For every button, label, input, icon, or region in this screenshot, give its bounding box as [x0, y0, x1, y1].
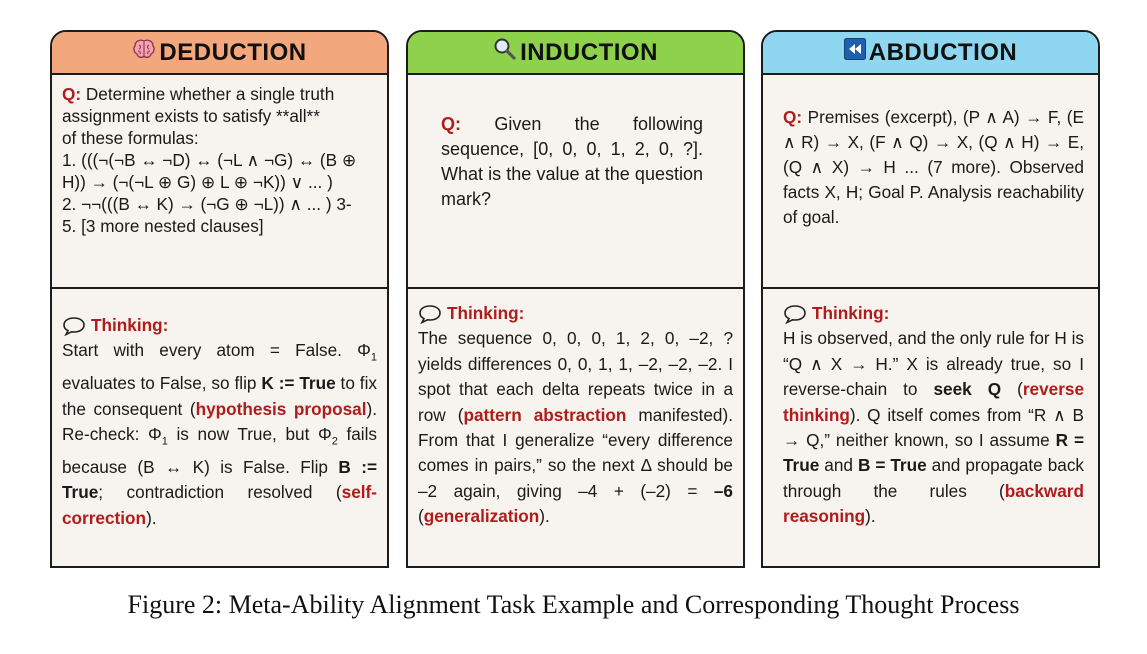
question-line: assignment exists to satisfy **all**: [62, 106, 320, 126]
thinking-label: Thinking:: [812, 303, 890, 323]
highlight-term: self-correction: [62, 482, 377, 528]
thinking-text: H is observed, and the only rule for H is “Q ∧ X → H.” X is already true, so I reverse-chain to seek Q (reverse thinking). Q itself comes from “R ∧ B → Q,” neither known, so I assume R = True and B = True and propagate back through the rules (backward reasoning).: [783, 328, 1085, 527]
abduction-title: ABDUCTION: [868, 38, 1018, 66]
deduction-question: [52, 75, 387, 289]
question-text: Premises (excerpt), (P ∧ A) → F, (E ∧ R) → X, (F ∧ Q) → X, (Q ∧ H) → E, (Q ∧ X) → H ... (7 more). Observed facts X, H; Goal P. Analysis reachability of goal.: [783, 107, 1084, 227]
thinking-label: Thinking:: [447, 303, 525, 323]
abduction-question: [763, 75, 1098, 289]
abduction-thinking: [763, 289, 1098, 530]
thinking-heading: [62, 313, 377, 338]
deduction-panel: [50, 30, 389, 568]
induction-title: INDUCTION: [520, 38, 658, 66]
highlight-term: hypothesis proposal: [195, 398, 367, 419]
abduction-panel: [761, 30, 1100, 568]
question-line: Determine whether a single truth: [85, 84, 335, 104]
q-label: Q:: [441, 114, 461, 134]
thinking-label: Thinking:: [91, 315, 169, 335]
question-line: H)) → (¬(¬L ⊕ G) ⊕ L ⊕ ¬K)) ∨ ... ): [62, 172, 333, 192]
question-line: of these formulas:: [62, 128, 199, 148]
induction-header: [408, 32, 743, 75]
question-line: 2. ¬¬(((B ↔ K) → (¬G ⊕ ¬L)) ∧ ... ) 3-: [62, 194, 352, 214]
figure-caption: Figure 2: Meta-Ability Alignment Task Example and Corresponding Thought Process: [127, 590, 1020, 619]
highlight-term: backward reasoning: [783, 480, 1084, 527]
highlight-term: reverse thinking: [783, 379, 1085, 425]
thinking-text: Start with every atom = False. $\Phi_1$ evaluates to False, so flip K := True to fix the consequent (hypothesis proposal). Re-check: $\Phi_1$ is now True, but $\Phi_2$ fails because (B ↔ K) is False. Flip B := True; contradiction resolved (self-correction).: [62, 340, 378, 528]
abduction-header: [763, 32, 1098, 75]
highlight-term: pattern abstraction: [463, 404, 627, 425]
brain-icon: [132, 38, 156, 67]
speech-bubble-icon: [62, 316, 86, 336]
thinking-text: The sequence 0, 0, 0, 1, 2, 0, –2, ? yields differences 0, 0, 1, 1, –2, –2, –2. I spot that each delta repeats twice in a row (pattern abstraction manifested). From that I generalize “every difference comes in pairs,” so the next Δ should be –2 again, giving –4 + (–2) = –6 (generalization).: [418, 328, 733, 527]
speech-bubble-icon: [783, 304, 807, 324]
deduction-header: [52, 32, 387, 75]
deduction-title: DEDUCTION: [159, 38, 307, 66]
question-line: 1. (((¬(¬B ↔ ¬D) ↔ (¬L ∧ ¬G) ↔ (B ⊕: [62, 150, 357, 170]
q-label: Q:: [783, 107, 803, 127]
highlight-term: generalization: [423, 506, 540, 527]
question-line: 5. [3 more nested clauses]: [62, 216, 264, 236]
magnifier-icon: [493, 37, 517, 68]
question-text: Given the following sequence, [0, 0, 0, 1, 2, 0, ?]. What is the value at the question mark?: [441, 114, 703, 209]
thinking-heading: [783, 301, 1084, 326]
induction-question: [408, 75, 743, 289]
induction-thinking: [408, 289, 743, 530]
deduction-thinking: [52, 289, 387, 531]
rewind-icon: [844, 38, 866, 67]
speech-bubble-icon: [418, 304, 442, 324]
induction-panel: [406, 30, 745, 568]
thinking-heading: [418, 301, 733, 326]
q-label: Q:: [62, 84, 82, 104]
